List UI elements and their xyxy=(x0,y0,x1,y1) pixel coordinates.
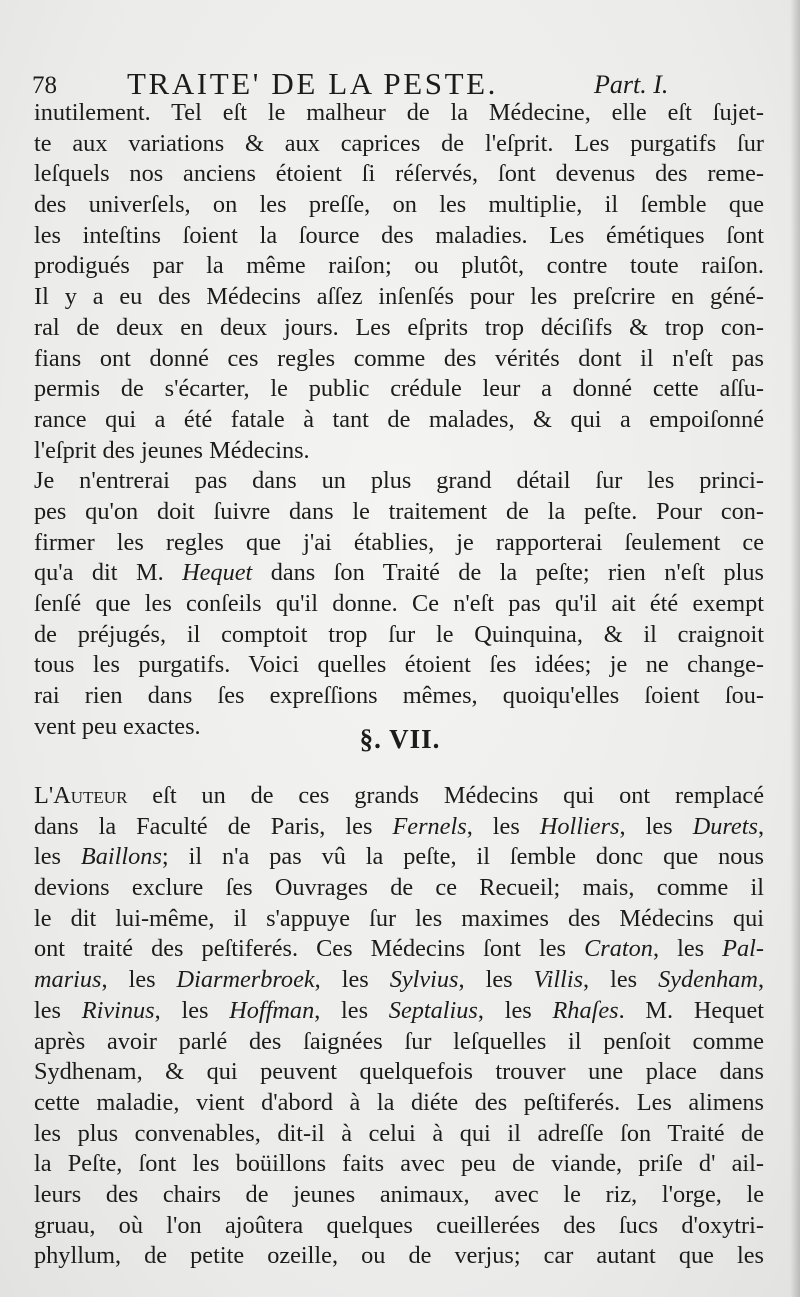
text-run: eſt un de ces grands Médecins qui ont remplacé xyxy=(127,782,764,809)
text-run: , les xyxy=(101,966,177,994)
text-line: cette maladie, vient d'abord à la diéte des peſtiferés. Les alimens xyxy=(34,1088,764,1116)
text-line xyxy=(34,934,764,965)
text-line: inutilement. Tel eſt le malheur de la Médecine, elle eſt ſujet- xyxy=(34,99,764,126)
text-run: . M. Hequet xyxy=(618,996,764,1024)
text-line: prodigués par la même raiſon; ou plutôt, contre toute raiſon. xyxy=(34,252,764,280)
author-name: Pal- xyxy=(722,935,764,963)
text-run: , les xyxy=(314,966,390,994)
text-line: firmer les regles que j'ai établies, je rapporterai ſeulement ce xyxy=(34,528,764,556)
author-name: Villis xyxy=(533,966,584,994)
text-line: tous les purgatifs. Voici quelles étoient ſes idées; je ne change- xyxy=(34,651,764,679)
text-line: leurs des chairs de jeunes animaux, avec le riz, l'orge, le xyxy=(34,1180,764,1208)
paragraph-1 xyxy=(34,98,764,466)
running-header xyxy=(32,64,762,100)
author-name: Holliers xyxy=(539,812,620,840)
text-line: Je n'entrerai pas dans un plus grand détail ſur les princi- xyxy=(34,467,764,495)
text-line xyxy=(34,965,764,996)
paragraph-3 xyxy=(34,781,764,1272)
text-run: , les xyxy=(458,966,534,994)
paragraph-2 xyxy=(34,466,764,742)
text-line: le dit lui-même, il s'appuye ſur les maximes des Médecins qui xyxy=(34,904,764,932)
text-line: Il y a eu des Médecins aſſez inſenſés pour les preſcrire en géné- xyxy=(34,283,764,311)
author-name: Hoffman xyxy=(229,996,315,1024)
text-line: te aux variations & aux caprices de l'eſprit. Les purgatifs ſur xyxy=(34,129,764,157)
text-line: leſquels nos anciens étoient ſi réſervés, ſont devenus des reme- xyxy=(34,160,764,188)
author-name: Craton xyxy=(584,935,653,963)
text-line: rai rien dans ſes expreſſions mêmes, quoiqu'elles ſoient ſou- xyxy=(34,682,764,710)
text-run: ; il n'a pas vû la peſte, il ſemble donc que nous xyxy=(161,843,764,871)
text-run: , les xyxy=(619,812,693,840)
text-run: , les xyxy=(477,996,553,1024)
text-run: les xyxy=(34,996,82,1024)
text-line: les plus convenables, dit-il à celui à qui il adreſſe ſon Traité de xyxy=(34,1119,764,1147)
page-number: 78 xyxy=(32,72,57,99)
text-line xyxy=(34,781,764,812)
text-run: , les xyxy=(314,996,389,1024)
text-line: les inteſtins ſoient la ſource des maladies. Les émétiques ſont xyxy=(34,221,764,249)
text-line xyxy=(34,812,764,843)
text-line: permis de s'écarter, le public crédule leur a donné cette aſſu- xyxy=(34,375,764,403)
text-block-upper xyxy=(34,98,764,742)
text-line: l'eſprit des jeunes Médecins. xyxy=(34,436,310,464)
text-line: des univerſels, on les preſſe, on les multiplie, il ſemble que xyxy=(34,191,764,219)
text-block-lower xyxy=(34,781,764,1272)
text-run: qu'a dit M. xyxy=(34,559,183,587)
author-name: Sylvius xyxy=(389,966,459,994)
text-line: Sydhenam, & qui peuvent quelquefois trouver une place dans xyxy=(34,1058,764,1086)
text-run: les xyxy=(34,843,81,871)
author-name: Baillons xyxy=(80,843,162,871)
author-name: Rivinus xyxy=(81,996,155,1024)
text-line: ral de deux en deux jours. Les eſprits trop déciſifs & trop con- xyxy=(34,313,764,341)
text-line xyxy=(34,996,764,1027)
author-name: Fernels xyxy=(392,812,467,840)
text-run: dans la Faculté de Paris, les xyxy=(34,812,393,840)
text-line: phyllum, de petite ozeille, ou de verjus; car autant que les xyxy=(34,1242,764,1270)
text-line: vent peu exactes. xyxy=(34,712,201,740)
text-run: , les xyxy=(466,812,540,840)
page-edge-shadow xyxy=(790,0,800,1297)
text-run: dans ſon Traité de la peſte; rien n'eſt plus xyxy=(252,559,764,587)
text-line: après avoir parlé des ſaignées ſur leſquelles il penſoit comme xyxy=(34,1027,764,1055)
text-run: , xyxy=(757,812,765,840)
author-name: Sydenham xyxy=(658,966,758,994)
text-line: pes qu'on doit ſuivre dans le traitement de la peſte. Pour con- xyxy=(34,497,764,525)
text-line xyxy=(34,558,764,589)
text-line: devions exclure ſes Ouvrages de ce Recueil; mais, comme il xyxy=(34,874,764,902)
author-name: marius xyxy=(34,966,102,994)
author-name: Durets xyxy=(692,812,758,840)
text-run: , les xyxy=(583,966,659,994)
section-heading: §. VII. xyxy=(359,724,441,754)
author-name: Hequet xyxy=(182,559,253,587)
author-name: Septalius xyxy=(388,996,478,1024)
author-name: Rhaſes xyxy=(552,996,619,1024)
author-name: Diarmerbroek xyxy=(176,966,315,994)
drop-word: L'Auteur xyxy=(34,782,128,809)
text-line: la Peſte, ſont les boüillons faits avec peu de viande, priſe d' ail- xyxy=(34,1150,764,1178)
text-line xyxy=(34,842,764,873)
text-line: gruau, où l'on ajoûtera quelques cueillerées des ſucs d'oxytri- xyxy=(34,1211,764,1239)
text-run: , xyxy=(757,966,765,994)
text-line: ſenſé que les conſeils qu'il donne. Ce n'eſt pas qu'il ait été exempt xyxy=(34,590,764,617)
part-label: Part. I. xyxy=(594,70,669,99)
text-line: rance qui a été fatale à tant de malades, & qui a empoiſonné xyxy=(34,405,764,433)
text-line: fians ont donné ces regles comme des vérités dont il n'eſt pas xyxy=(34,344,764,372)
text-line: de préjugés, il comptoit trop ſur le Quinquina, & il craignoit xyxy=(34,620,764,648)
running-title: TRAITE' DE LA PESTE. xyxy=(127,66,499,101)
text-run: , les xyxy=(154,996,230,1024)
text-run: , les xyxy=(652,935,723,963)
text-run: ont traité des peſtiferés. Ces Médecins ſont les xyxy=(34,935,585,963)
